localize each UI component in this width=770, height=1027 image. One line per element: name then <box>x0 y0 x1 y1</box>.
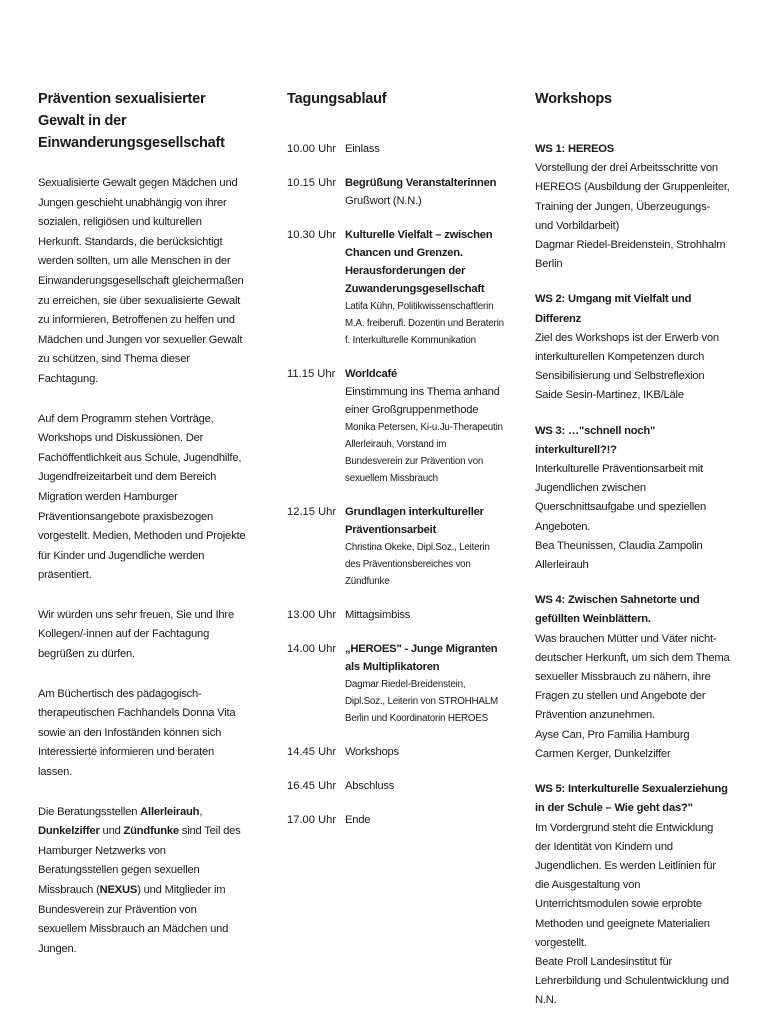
agenda-title: Workshops <box>345 746 399 758</box>
p5-text-3: und <box>99 825 124 838</box>
workshops-heading: Workshops <box>535 91 612 107</box>
agenda-title: Grundlagen interkultureller Präventionsarbeit <box>345 506 484 536</box>
agenda-title: Abschluss <box>345 780 395 792</box>
intro-heading: Prävention sexualisierter Gewalt in der Einwanderungsgesellschaft <box>38 91 225 151</box>
workshop-title: WS 5: Interkulturelle Sexualerziehung in der Schule – Wie geht das?" <box>535 783 728 815</box>
workshop-item <box>535 140 730 274</box>
workshop-who: Bea Theunissen, Claudia Zampolin Allerleirauh <box>535 539 703 572</box>
agenda-body <box>345 811 505 829</box>
workshop-item <box>535 290 730 405</box>
workshop-item <box>535 591 730 764</box>
agenda-time: 13.00 Uhr <box>287 609 337 621</box>
p5-text-4: sind Teil des Hamburger Netzwerks von Beratungsstellen gegen sexuellen Missbrauch ( <box>38 825 241 896</box>
agenda-item <box>287 640 505 727</box>
agenda-title: Kulturelle Vielfalt – zwischen Chancen und Grenzen. Herausforderungen der Zuwanderungsgesellschaft <box>345 229 493 295</box>
workshops-column <box>535 88 730 1027</box>
agenda-subtitle: Grußwort (N.N.) <box>345 195 422 207</box>
workshop-item <box>535 780 730 1010</box>
intro-paragraph-4: Am Büchertisch des pädagogisch-therapeutischen Fachhandels Donna Vita sowie an den Infoständen können sich Interessierte informieren und beraten lassen. <box>38 687 236 779</box>
agenda-time: 10.00 Uhr <box>287 143 337 155</box>
p5-text-5: ) und Mitglieder im Bundesverein zur Prävention von sexuellem Missbrauch an Mädchen und Jungen. <box>38 884 229 955</box>
org-nexus: NEXUS <box>99 884 138 896</box>
intro-paragraph-2: Auf dem Programm stehen Vorträge, Workshops und Diskussionen. Der Fachöffentlichkeit aus Schule, Jugendhilfe, Jugendfreizeitarbeit und dem Bereich Migration werden Hamburger Präventionsangebote praxisbezogen vorgestellt. Medien, Methoden und Projekte für Kinder und Jugendliche werden präsentiert. <box>38 412 246 582</box>
agenda-item <box>287 606 505 624</box>
agenda-item <box>287 226 505 349</box>
intro-paragraph-1: Sexualisierte Gewalt gegen Mädchen und Jungen geschieht unabhängig von ihrer sozialen, religiösen und kulturellen Herkunft. Standards, die berücksichtigt werden sollten, um alle Menschen in der Einwanderungsgesellschaft gleichermaßen zu erreichen, sie über sexualisierte Gewalt zu informieren, Betroffenen zu helfen und Mädchen und Jungen vor sexueller Gewalt zu schützen, sind Thema dieser Fachtagung. <box>38 177 244 385</box>
workshop-text: Interkulturelle Präventionsarbeit mit Jugendlichen zwischen Querschnittsaufgabe und speziellen Angeboten. <box>535 463 707 533</box>
org-dunkelziffer: Dunkelziffer <box>38 825 100 838</box>
agenda-item <box>287 503 505 590</box>
agenda-time: 16.45 Uhr <box>287 780 337 792</box>
agenda-subtitle: Einstimmung ins Thema anhand einer Großgruppenmethode <box>345 386 500 416</box>
agenda-body <box>345 640 505 727</box>
agenda-speaker: Dagmar Riedel-Breidenstein, Dipl.Soz., Leiterin von STROHHALM Berlin und Koordinatorin HEROES <box>345 679 498 724</box>
agenda-body <box>345 606 505 624</box>
agenda-body <box>345 503 505 590</box>
agenda-body <box>345 743 505 761</box>
agenda-speaker: Monika Petersen, Ki-u.Ju-Therapeutin Allerleirauh, Vorstand im Bundesverein zur Prävention von sexuellem Missbrauch <box>345 422 503 484</box>
agenda-time: 11.15 Uhr <box>287 368 336 380</box>
workshop-item <box>535 422 730 576</box>
workshop-who: Saide Sesin-Martinez, IKB/Läle <box>535 389 684 402</box>
org-zuendfunke: Zündfunke <box>123 825 179 838</box>
agenda-time: 10.30 Uhr <box>287 229 337 241</box>
agenda-title: Ende <box>345 814 371 826</box>
agenda-time: 14.00 Uhr <box>287 643 337 655</box>
agenda-list <box>287 140 505 829</box>
agenda-column <box>287 88 505 845</box>
workshop-title: WS 1: HEREOS <box>535 143 615 155</box>
workshop-text: Ziel des Workshops ist der Erwerb von interkulturellen Kompetenzen durch Sensibilisierung und Selbstreflexion <box>535 331 719 383</box>
agenda-item <box>287 365 505 487</box>
agenda-title: Einlass <box>345 143 380 155</box>
agenda-item <box>287 743 505 761</box>
agenda-body <box>345 140 505 158</box>
agenda-item <box>287 777 505 795</box>
workshop-title: WS 2: Umgang mit Vielfalt und Differenz <box>535 293 692 325</box>
workshop-who: Beate Proll Landesinstitut für Lehrerbildung und Schulentwicklung und N.N. <box>535 955 729 1007</box>
workshop-title: WS 3: …"schnell noch" interkulturell?!? <box>535 424 656 456</box>
agenda-time: 10.15 Uhr <box>287 177 337 189</box>
agenda-body <box>345 226 505 349</box>
agenda-body <box>345 365 505 487</box>
workshop-title: WS 4: Zwischen Sahnetorte und gefüllten Weinblättern. <box>535 594 700 626</box>
intro-paragraph-5 <box>38 803 248 960</box>
agenda-item <box>287 811 505 829</box>
workshop-text: Was brauchen Mütter und Väter nicht-deutscher Herkunft, um sich dem Thema sexueller Missbrauch zu nähern, ihre Fragen zu stellen und Angebote der Prävention anzunehmen. <box>535 632 730 722</box>
agenda-item <box>287 140 505 158</box>
workshop-text: Vorstellung der drei Arbeitsschritte von HEREOS (Ausbildung der Gruppenleiter, Training der Jungen, Überzeugungs- und Vorbildarbeit) <box>535 162 730 232</box>
agenda-body <box>345 174 505 210</box>
p5-text-2: , <box>199 805 203 818</box>
agenda-speaker: Latifa Kühn, Politikwissenschaftlerin M.A. freiberufl. Dozentin und Beraterin f. Interkulturelle Kommunikation <box>345 301 504 346</box>
agenda-item <box>287 174 505 210</box>
agenda-time: 14.45 Uhr <box>287 746 337 758</box>
agenda-heading: Tagungsablauf <box>287 91 387 107</box>
intro-paragraph-3: Wir würden uns sehr freuen, Sie und Ihre Kollegen/-innen auf der Fachtagung begrüßen zu dürfen. <box>38 608 234 661</box>
agenda-title: „HEROES" - Junge Migranten als Multiplikatoren <box>345 643 498 673</box>
agenda-time: 12.15 Uhr <box>287 506 337 518</box>
workshop-list <box>535 140 730 1011</box>
agenda-time: 17.00 Uhr <box>287 814 337 826</box>
intro-column <box>38 88 248 979</box>
agenda-speaker: Christina Okeke, Dipl.Soz., Leiterin des Präventionsbereiches von Zündfunke <box>345 542 490 587</box>
workshop-text: Im Vordergrund steht die Entwicklung der Identität von Kindern und Jugendlichen. Es werden Leitlinien für die Ausgestaltung von Unterrichtsmodulen sowie erprobte Methoden und geeignete Materialien vorgestellt. <box>535 821 716 949</box>
p5-text-1: Die Beratungsstellen <box>38 805 141 818</box>
workshop-who: Ayse Can, Pro Familia Hamburg Carmen Kerger, Dunkelziffer <box>535 728 690 760</box>
agenda-body <box>345 777 505 795</box>
org-allerleirauh: Allerleirauh <box>140 805 200 818</box>
agenda-title: Worldcafé <box>345 368 398 380</box>
agenda-title: Begrüßung Veranstalterinnen <box>345 177 497 189</box>
agenda-title: Mittagsimbiss <box>345 609 411 621</box>
workshop-who: Dagmar Riedel-Breidenstein, Strohhalm Berlin <box>535 239 726 271</box>
